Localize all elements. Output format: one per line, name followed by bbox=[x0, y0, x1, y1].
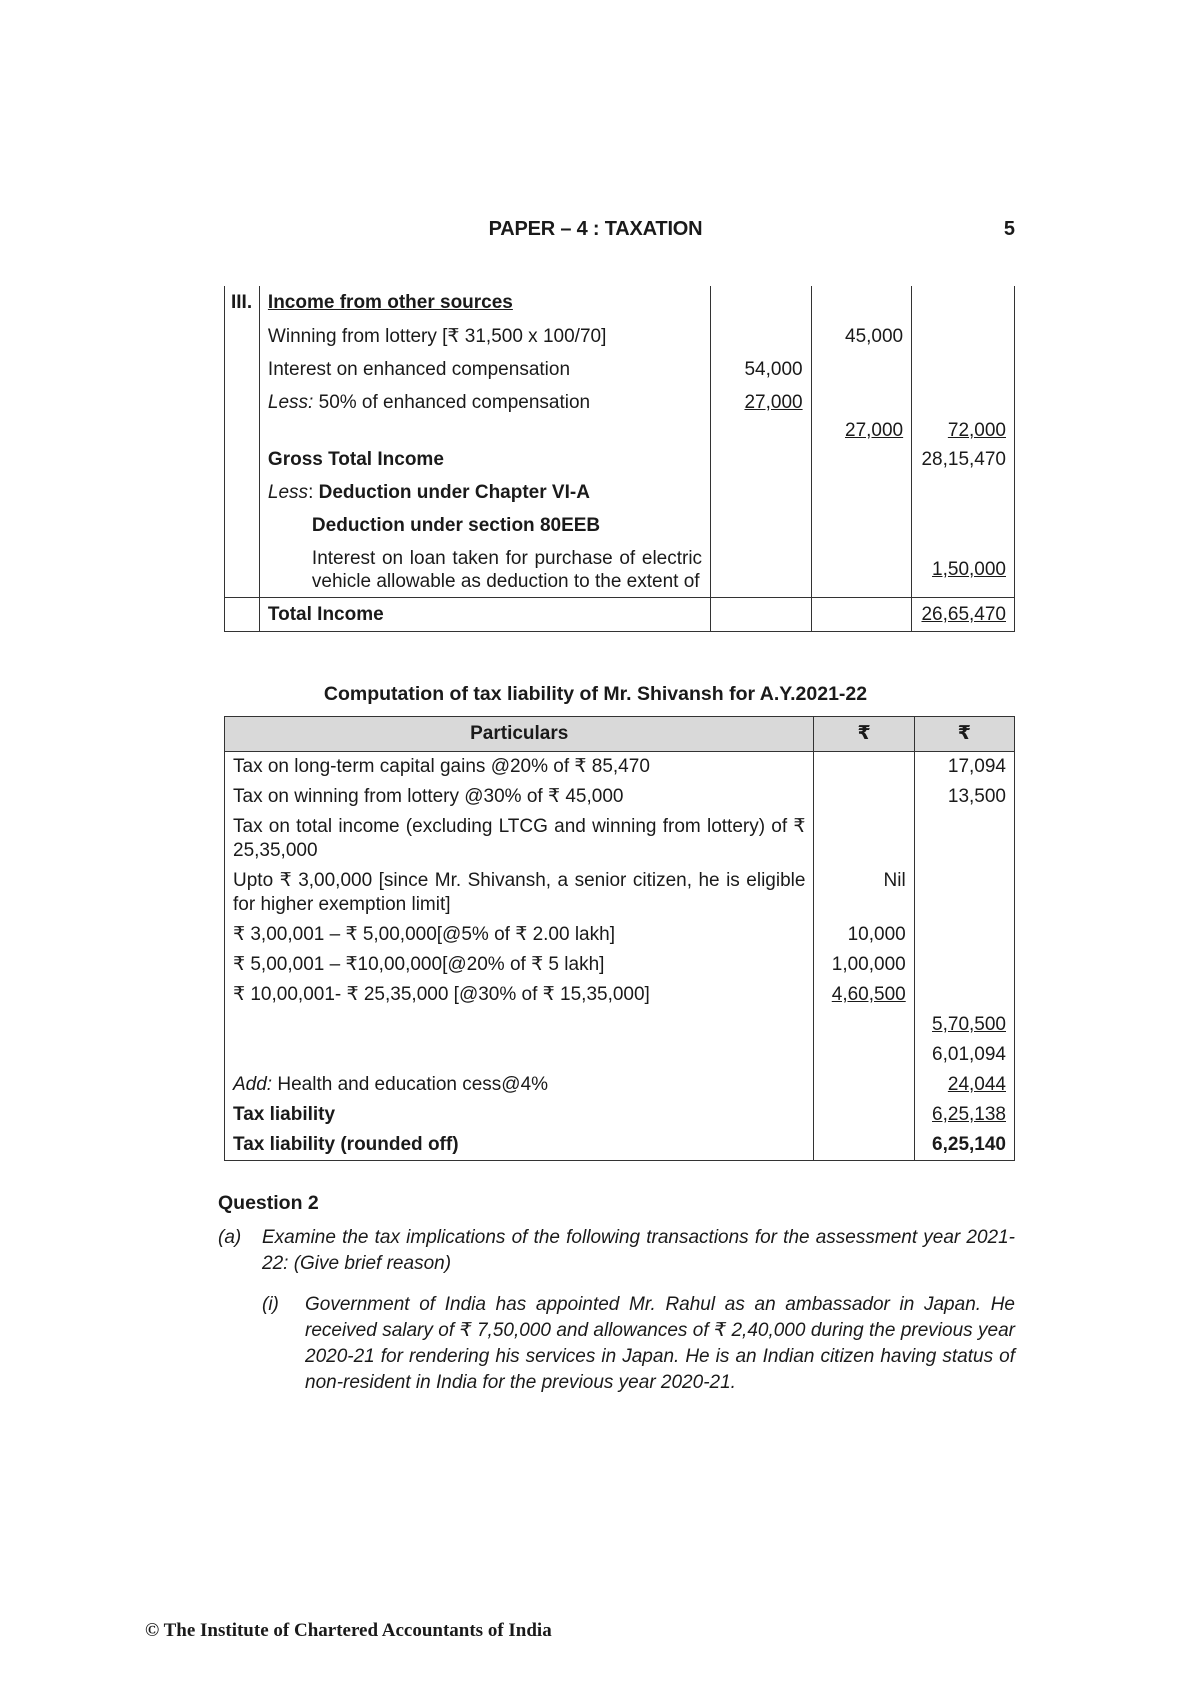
table-row bbox=[225, 1130, 1015, 1161]
table-row bbox=[225, 286, 1015, 320]
header-row bbox=[225, 717, 1015, 752]
row-label: ₹ 10,00,001- ₹ 25,35,000 [@30% of ₹ 15,35,000] bbox=[225, 980, 814, 1010]
row-label: Tax on long-term capital gains @20% of ₹ 85,470 bbox=[225, 752, 814, 783]
table-row bbox=[225, 752, 1015, 783]
row-value: 1,00,000 bbox=[814, 950, 914, 980]
table-row bbox=[225, 1070, 1015, 1100]
table-row bbox=[225, 509, 1015, 542]
section-80eeb: Deduction under section 80EEB bbox=[259, 509, 710, 542]
page-number: 5 bbox=[1003, 218, 1015, 240]
table-row bbox=[225, 476, 1015, 509]
total-income-label: Total Income bbox=[259, 598, 710, 632]
total-income-value: 26,65,470 bbox=[921, 604, 1006, 625]
table-row bbox=[225, 1010, 1015, 1040]
table-row bbox=[225, 866, 1015, 920]
row-value: 13,500 bbox=[914, 782, 1014, 812]
gross-total-value: 28,15,470 bbox=[912, 443, 1015, 476]
table-row bbox=[225, 598, 1015, 632]
row-value: 54,000 bbox=[711, 353, 812, 386]
table-row bbox=[225, 386, 1015, 419]
table-row bbox=[225, 542, 1015, 598]
rounded-liability-label: Tax liability (rounded off) bbox=[225, 1130, 814, 1161]
deduction-value: 1,50,000 bbox=[932, 559, 1006, 580]
slab-tax-total: 5,70,500 bbox=[932, 1014, 1006, 1035]
table-row bbox=[225, 1100, 1015, 1130]
question-title: Question 2 bbox=[218, 1192, 319, 1214]
tax-liability-value: 6,25,138 bbox=[932, 1104, 1006, 1125]
row-label: Tax on total income (excluding LTCG and winning from lottery) of ₹ 25,35,000 bbox=[225, 812, 814, 866]
row-label: ₹ 3,00,001 – ₹ 5,00,000[@5% of ₹ 2.00 lakh] bbox=[225, 920, 814, 950]
tax-table-caption: Computation of tax liability of Mr. Shivansh for A.Y.2021-22 bbox=[323, 683, 868, 705]
cess-value: 24,044 bbox=[947, 1074, 1006, 1095]
other-sources-total: 72,000 bbox=[947, 420, 1006, 441]
table-row bbox=[225, 443, 1015, 476]
cess-label: Add: Health and education cess@4% bbox=[225, 1070, 814, 1100]
table-row bbox=[225, 950, 1015, 980]
sub-i-text: Government of India has appointed Mr. Rahul as an ambassador in Japan. He received salary of ₹ 7,50,000 and allowances of ₹ 2,40,000 during the previous year 2020-21 for rendering his services in Japan. He is an Indian citizen having status of non-resident in India for the previous year 2020-21. bbox=[305, 1294, 1015, 1393]
row-value: 17,094 bbox=[914, 752, 1014, 783]
table-row bbox=[225, 353, 1015, 386]
section-number: III. bbox=[225, 286, 260, 320]
row-label: Less: 50% of enhanced compensation bbox=[259, 386, 710, 419]
row-label: Tax on winning from lottery @30% of ₹ 45,000 bbox=[225, 782, 814, 812]
tax-before-cess: 6,01,094 bbox=[914, 1040, 1014, 1070]
paper-title: PAPER – 4 : TAXATION bbox=[488, 218, 703, 240]
col-particulars: Particulars bbox=[225, 717, 814, 752]
row-value: 10,000 bbox=[814, 920, 914, 950]
part-a-label: (a) bbox=[218, 1227, 242, 1248]
row-value: Nil bbox=[814, 866, 914, 920]
col-rupee-1: ₹ bbox=[814, 717, 914, 752]
table-row bbox=[225, 320, 1015, 353]
deduction-heading: Less: Deduction under Chapter VI-A bbox=[259, 476, 710, 509]
rounded-liability-value: 6,25,140 bbox=[914, 1130, 1014, 1161]
section-title: Income from other sources bbox=[267, 292, 513, 313]
page-header bbox=[0, 218, 1191, 248]
gross-total-label: Gross Total Income bbox=[259, 443, 710, 476]
tax-liability-label: Tax liability bbox=[225, 1100, 814, 1130]
table-row bbox=[225, 812, 1015, 866]
sub-i-label: (i) bbox=[262, 1294, 279, 1315]
part-a-text: Examine the tax implications of the following transactions for the assessment year 2021-22: (Give brief reason) bbox=[262, 1227, 1015, 1274]
table-row bbox=[225, 1040, 1015, 1070]
table-row bbox=[225, 980, 1015, 1010]
income-table bbox=[224, 286, 1015, 632]
table-row bbox=[225, 782, 1015, 812]
row-value: 4,60,500 bbox=[831, 984, 906, 1005]
subtotal-value: 27,000 bbox=[845, 420, 904, 441]
interest-text: Interest on loan taken for purchase of electric vehicle allowable as deduction to the extent of bbox=[259, 542, 710, 598]
row-label: Winning from lottery [₹ 31,500 x 100/70] bbox=[259, 320, 710, 353]
tax-table bbox=[224, 716, 1015, 1161]
row-value: 27,000 bbox=[744, 392, 803, 413]
table-row bbox=[225, 419, 1015, 443]
row-value: 45,000 bbox=[811, 320, 912, 353]
row-label: Upto ₹ 3,00,000 [since Mr. Shivansh, a senior citizen, he is eligible for higher exemption limit] bbox=[225, 866, 814, 920]
col-rupee-2: ₹ bbox=[914, 717, 1014, 752]
row-label: ₹ 5,00,001 – ₹10,00,000[@20% of ₹ 5 lakh] bbox=[225, 950, 814, 980]
row-label: Interest on enhanced compensation bbox=[259, 353, 710, 386]
table-row bbox=[225, 920, 1015, 950]
footer-copyright: © The Institute of Chartered Accountants of India bbox=[145, 1620, 552, 1641]
